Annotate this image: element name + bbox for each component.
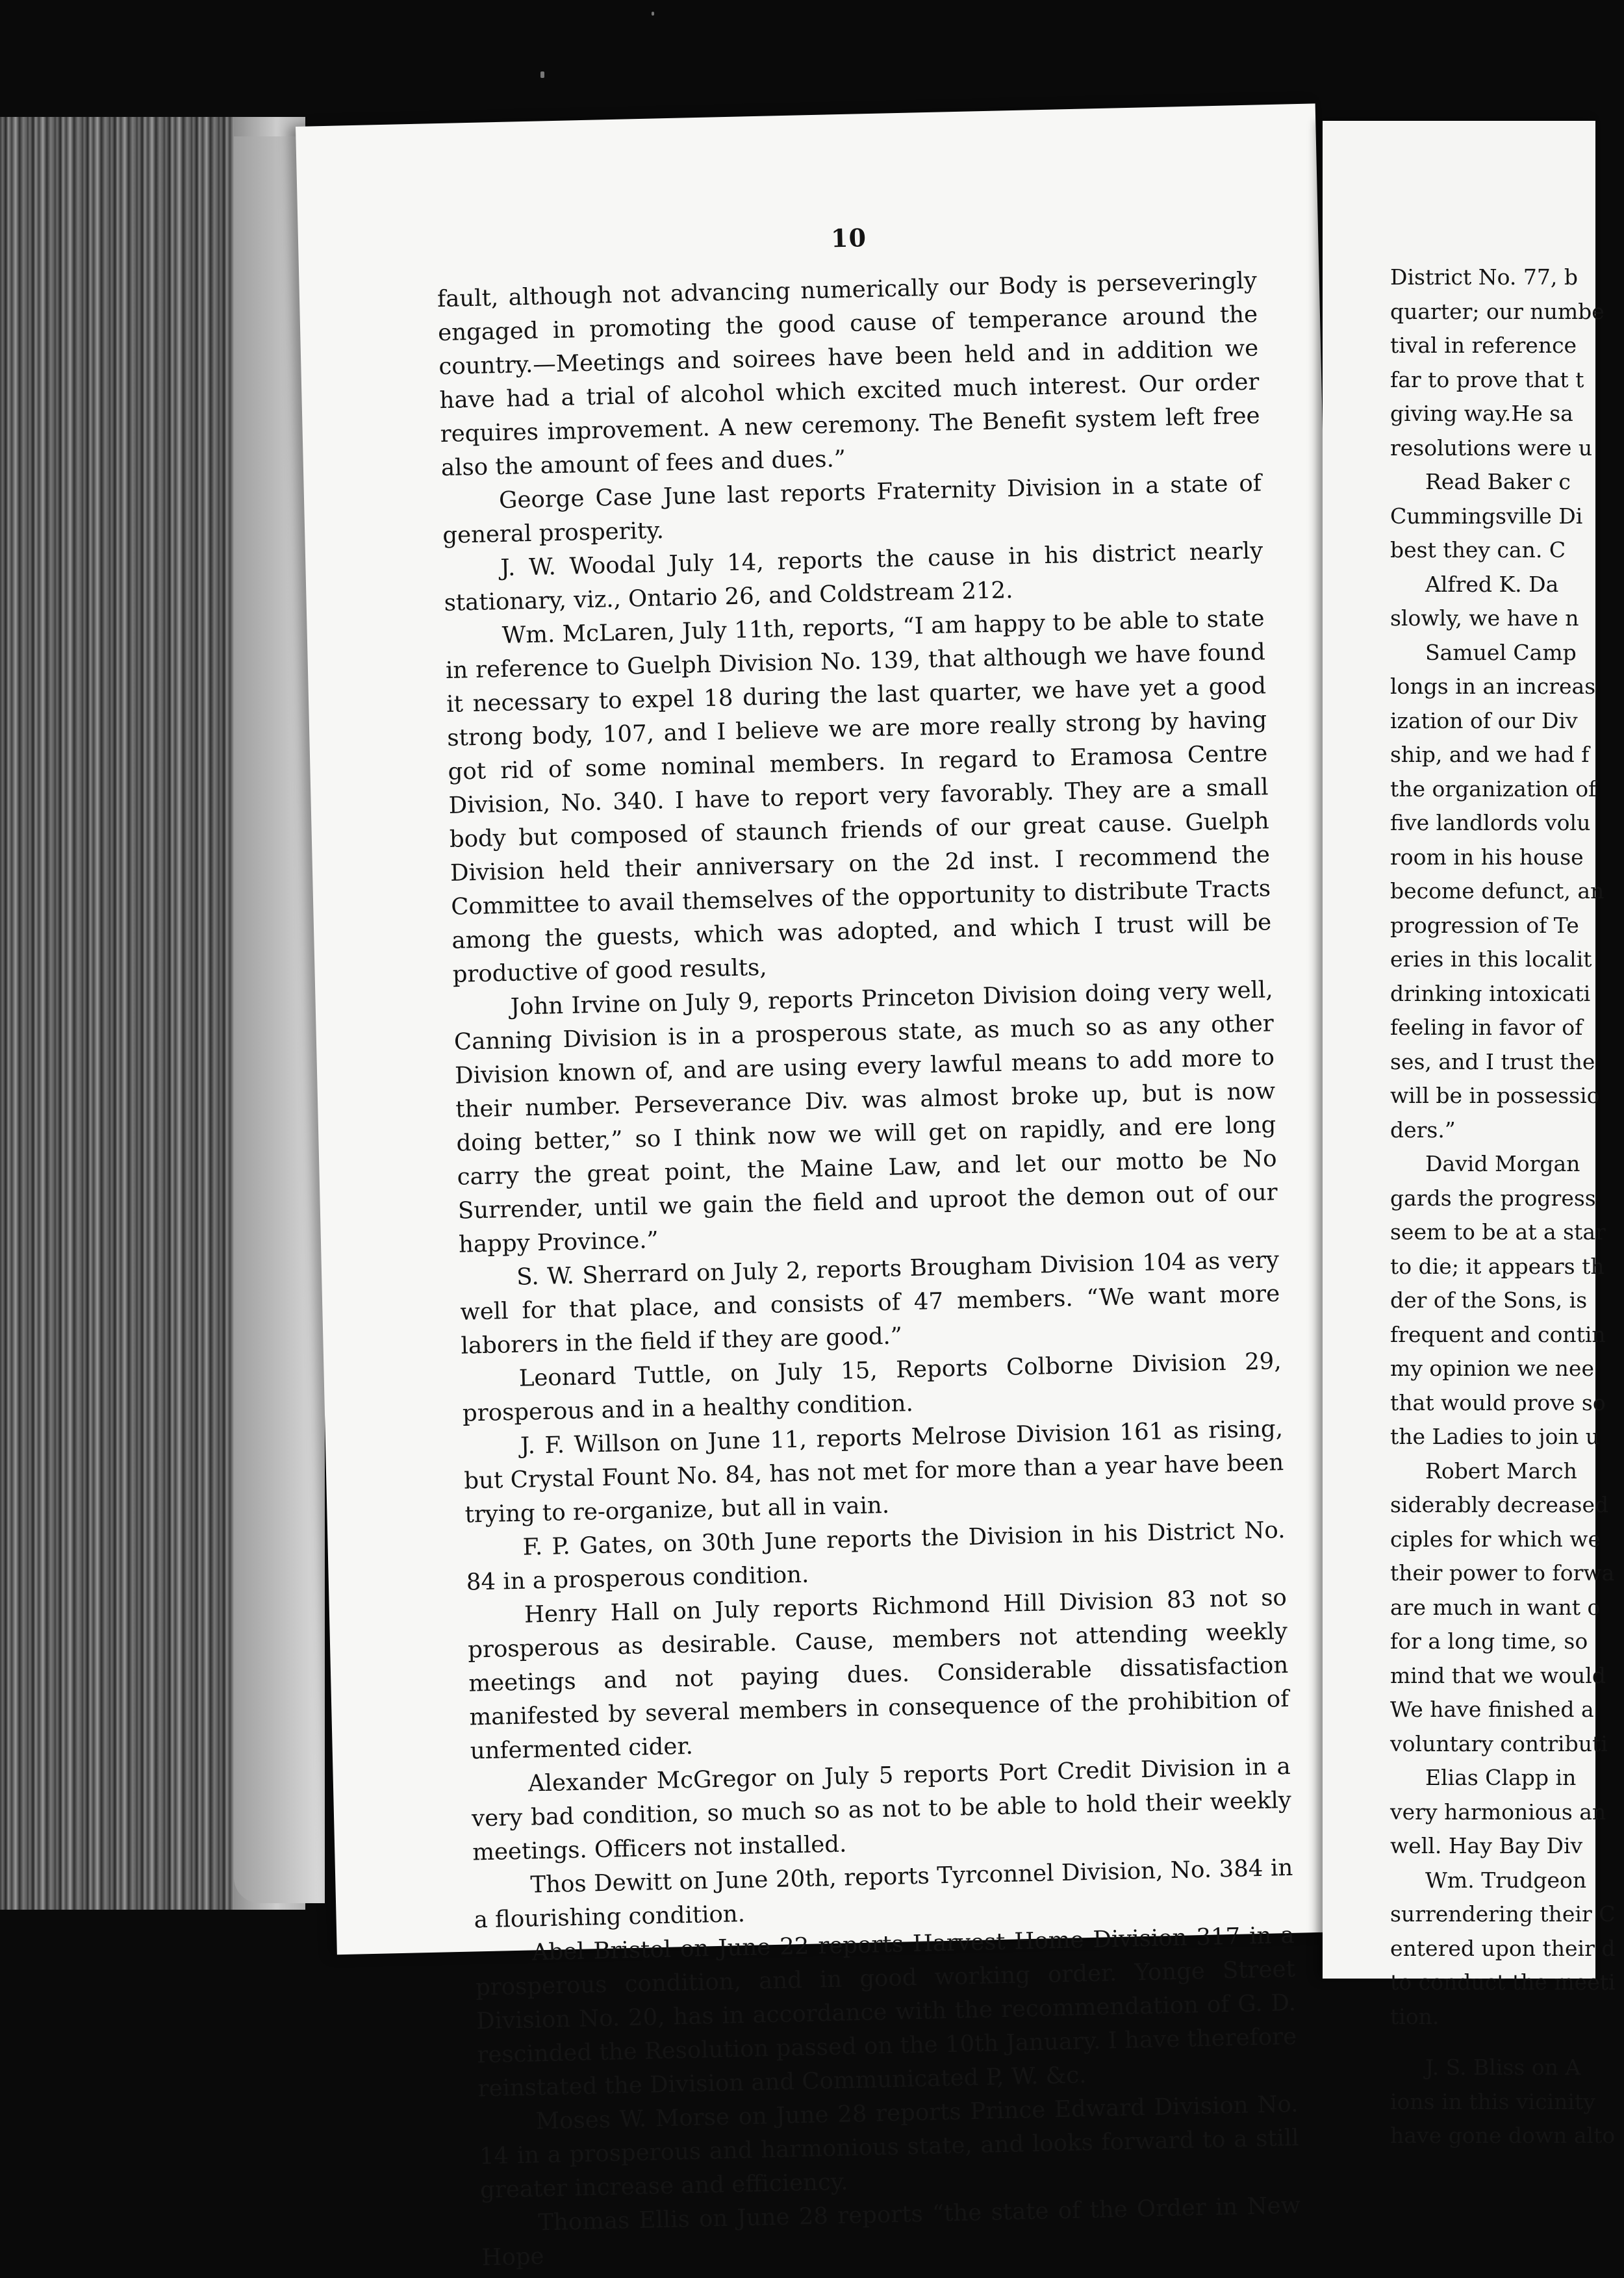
paragraph: Wm. McLaren, July 11th, reports, “I am happy to be able to state in reference to Guelph Division No. 139, that although we have found it necessary to expel 18 during the last quarter, we have yet a good strong body, 107, and I believe we are more really strong by having got rid of some nominal members. In regard to Eramosa Centre Division, No. 340. I have to report very favorably. They are a small body but composed of staunch friends of our great cause. Guelph Division held their anniversary on the 2d inst. I recommend the Committee to avail themselves of the opportunity to distribute Tracts among the guests, which was adopted, and which I trust will be productive of good results, [445, 605, 1272, 988]
text-line: best they can. C [1390, 537, 1566, 563]
text-line: have gone down alto [1390, 2123, 1616, 2148]
paragraph: F. P. Gates, on 30th June reports the Division in his District No. 84 in a prosperous condition. [466, 1516, 1286, 1596]
text-line: siderably decreased [1390, 1492, 1609, 1517]
text-line: ciples for which we [1390, 1526, 1601, 1552]
text-line: ship, and we had f [1390, 742, 1590, 767]
text-line: Read Baker c [1425, 469, 1571, 494]
text-line: tival in reference [1390, 333, 1577, 358]
paragraph: S. W. Sherrard on July 2, reports Brougham Division 104 as very well for that place, and consists of 47 members. “We want more laborers in the field if they are good.” [460, 1247, 1280, 1360]
text-line: David Morgan [1425, 1151, 1580, 1176]
text-line: will be in possessio [1390, 1083, 1600, 1108]
main-page [296, 103, 1356, 2272]
text-line: Wm. Trudgeon [1425, 1867, 1587, 1893]
text-line: J. S. Bliss on A [1425, 2055, 1581, 2080]
paragraph: Thomas Ellis on June 28 reports “the state of the Order in New Hope [481, 2192, 1301, 2272]
text-line: Alfred K. Da [1425, 571, 1559, 597]
text-line: ders.” [1390, 1117, 1456, 1143]
text-line: der of the Sons, is [1390, 1287, 1588, 1313]
paragraph: John Irvine on July 9, reports Princeton Division doing very well, Canning Division is in a prosperous state, as much so as any other Division known of, and are using every lawful means to add more to their number. Perseverance Div. was almost broke up, but is now doing better,” so I think now we will get on rapidly, and ere long carry the great point, the Maine Law, and let our motto be No Surrender, until we gain the field and uproot the demon out of our happy Province.” [453, 976, 1278, 1258]
text-line: entered upon their d [1390, 1935, 1616, 1961]
text-line: surrendering their C [1390, 1901, 1616, 1927]
text-line: very harmonious an [1390, 1799, 1606, 1825]
text-line: well. Hay Bay Div [1390, 1833, 1583, 1858]
text-line: seem to be at a star [1390, 1219, 1606, 1245]
text-line: room in his house [1390, 844, 1584, 870]
paragraph: J. W. Woodal July 14, reports the cause in his district nearly stationary, viz., Ontario 26, and Coldstream 212. [444, 537, 1263, 616]
paragraph: J. F. Willson on June 11, reports Melrose Division 161 as rising, but Crystal Fount No. 84, has not met for more than a year have been trying to re-organize, but all in vain. [463, 1415, 1284, 1528]
paragraph: Moses W. Morse on June 28 reports Prince Edward Division No. 14 in a prosperous and harmonious state, and looks forward to a still greater increase and efficiency. [479, 2090, 1300, 2204]
right-page-body [1390, 260, 1624, 2153]
right-page [1323, 121, 1616, 2148]
text-line: longs in an increas [1390, 674, 1596, 699]
text-line: ization of our Div [1390, 707, 1578, 733]
text-line: five landlords volu [1390, 810, 1591, 835]
text-line: feeling in favor of [1390, 1015, 1583, 1040]
paragraph: Leonard Tuttle, on July 15, Reports Colborne Division 29, prosperous and in a healthy condition. [462, 1348, 1282, 1427]
text-line: my opinion we nee [1390, 1356, 1594, 1381]
paragraph: Abel Bristol on June 22 reports Harvest Home Division 317 in a prosperous condition, and in good working order. Yonge Street Division No. 20, has in accordance with the recommendation of G. D. rescinded the Resolution passed on the 10th January. I have therefore reinstated the Division and Communicated P, W. &c. [475, 1921, 1297, 2103]
paragraph: Henry Hall on July reports Richmond Hill Division 83 not so prosperous as desirable. Cause, members not attending weekly meetings and not paying dues. Considerable dissatisfaction manifested by several members in consequence of the prohibition of unfermented cider. [467, 1584, 1289, 1765]
paragraph: Alexander McGregor on July 5 reports Port Credit Division in a very bad condition, so much so as not to be able to hold their weekly meetings. Officers not installed. [471, 1753, 1292, 1866]
text-line: that would prove so [1390, 1389, 1606, 1415]
text-line: are much in want o [1390, 1594, 1601, 1620]
text-line: resolutions were u [1390, 435, 1593, 461]
text-line: slowly, we have n [1390, 605, 1579, 631]
text-line: quarter; our numbe [1390, 298, 1605, 324]
text-line: Elias Clapp in [1425, 1765, 1577, 1790]
text-line: mind that we would [1390, 1662, 1606, 1688]
text-line: ses, and I trust the [1390, 1048, 1595, 1074]
text-line: Robert March [1425, 1458, 1577, 1484]
text-line: far to prove that t [1390, 366, 1584, 392]
paragraph: fault, although not advancing numerically our Body is perseveringly engaged in promoting the good cause of temperance around the country.—Meetings and soirees have been held and in addition we have had a trial of alcohol which excited much interest. Our order requires improvement. A new ceremony. The Benefit system left free also the amount of fees and dues.” [437, 267, 1260, 482]
page-number: 10 [830, 223, 867, 253]
text-line: District No. 77, b [1390, 264, 1579, 290]
text-line: giving way.He sa [1390, 401, 1573, 426]
text-line: their power to forwa [1390, 1560, 1615, 1586]
text-line: voluntary contributi [1390, 1730, 1608, 1756]
text-line: become defunct, an [1390, 878, 1605, 904]
text-line: progression of Te [1390, 912, 1579, 938]
text-line: Samuel Camp [1425, 639, 1577, 665]
dust-speck [652, 12, 654, 16]
text-line: frequent and contin [1390, 1321, 1606, 1347]
text-line: to die; it appears th [1390, 1253, 1605, 1279]
text-line: the organization of [1390, 776, 1597, 802]
paragraph-gap [1390, 2034, 1624, 2051]
paragraph: George Case June last reports Fraternity Division in a state of general prosperity. [442, 470, 1262, 550]
text-line: We have finished a [1390, 1697, 1594, 1722]
text-line: to conduct the meeti [1390, 1969, 1616, 1995]
text-line: eries in this localit [1390, 946, 1592, 972]
main-page-body [437, 264, 1302, 2275]
text-line: gards the progress [1390, 1185, 1596, 1211]
dust-speck [540, 71, 544, 78]
text-line: ions in this vicinity [1390, 2088, 1595, 2114]
text-line: Cummingsville Di [1390, 503, 1583, 529]
text-line: drinking intoxicati [1390, 980, 1591, 1006]
text-line: tion. [1390, 2003, 1440, 2029]
text-line: the Ladies to join u [1390, 1424, 1600, 1449]
text-line: for a long time, so [1390, 1628, 1588, 1654]
paragraph: Thos Dewitt on June 20th, reports Tyrconnel Division, No. 384 in a flourishing condition. [474, 1854, 1293, 1934]
